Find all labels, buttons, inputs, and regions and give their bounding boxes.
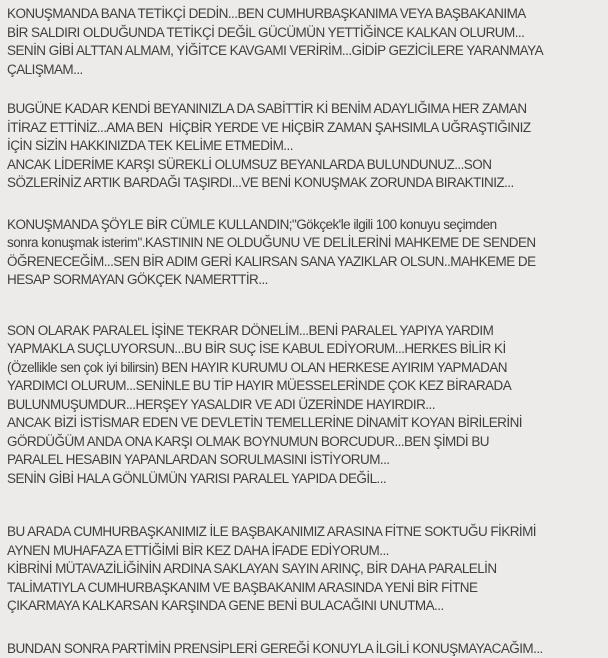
text-line: BİR SALDIRI OLDUĞUNDA TETİKÇİ DEĞİL GÜCÜMÜN YETTİĞİNCE KALKAN OLURUM... xyxy=(7,24,604,43)
paragraph-1 xyxy=(7,5,604,79)
text-line: ÇIKARMAYA KALKARSAN KARŞINDA GENE BENİ BULACAĞINI UNUTMA... xyxy=(7,597,604,616)
paragraph-6 xyxy=(7,640,604,658)
paragraph-3 xyxy=(7,216,604,290)
text-line: AYNEN MUHAFAZA ETTİĞİMİ BİR KEZ DAHA İFADE EDİYORUM... xyxy=(7,542,604,561)
text-line: SENİN GİBİ HALA GÖNLÜMÜN YARISI PARALEL YAPIDA DEĞİL... xyxy=(7,470,604,489)
text-line: PARALEL HESABIN YAPANLARDAN SORULMASINI İSTİYORUM... xyxy=(7,451,604,470)
text-line: TALİMATIYLA CUMHURBAŞKANIM VE BAŞBAKANIM ARASINDA YENİ BİR FİTNE xyxy=(7,579,604,598)
text-line: ANCAK LİDERİME KARŞI SÜREKLİ OLUMSUZ BEYANLARDA BULUNDUNUZ...SON xyxy=(7,156,604,175)
text-line: KİBRİNİ MÜTAVAZİLİĞİNİN ARDINA SAKLAYAN SAYIN ARINÇ, BİR DAHA PARALELİN xyxy=(7,560,604,579)
paragraph-2 xyxy=(7,100,604,193)
text-line: GÖRDÜĞÜM ANDA ONA KARŞI OLMAK BOYNUMUN BORCUDUR...BEN ŞİMDİ BU xyxy=(7,433,604,452)
text-line: SENİN GİBİ ALTTAN ALMAM, YİĞİTCE KAVGAMI VERİRİM...GİDİP GEZİCİLERE YARANMAYA xyxy=(7,42,604,61)
text-line: İTİRAZ ETTİNİZ...AMA BEN HİÇBİR YERDE VE HİÇBİR ZAMAN ŞAHSIMLA UĞRAŞTIĞINIZ xyxy=(7,119,604,138)
text-line: ANCAK BİZİ İSTİSMAR EDEN VE DEVLETİN TEMELLERİNE DİNAMİT KOYAN BİRİLERİNİ xyxy=(7,414,604,433)
text-line: SÖZLERİNİZ ARTIK BARDAĞI TAŞIRDI...VE BENİ KONUŞMAK ZORUNDA BIRAKTINIZ... xyxy=(7,174,604,193)
text-line: ÇALIŞMAM... xyxy=(7,61,604,80)
text-line: SON OLARAK PARALEL İŞİNE TEKRAR DÖNELİM...BENİ PARALEL YAPIYA YARDIM xyxy=(7,322,604,341)
text-line: HESAP SORMAYAN GÖKÇEK NAMERTTİR... xyxy=(7,271,604,290)
text-line: BULUNMUŞUMDUR...HERŞEY YASALDIR VE ADI ÜZERİNDE HAYIRDIR... xyxy=(7,396,604,415)
paragraph-5 xyxy=(7,523,604,616)
text-line: BUNDAN SONRA PARTİMİN PRENSİPLERİ GEREĞİ KONUYLA İLGİLİ KONUŞMAYACAĞIM... xyxy=(7,640,604,658)
text-line: BU ARADA CUMHURBAŞKANIMIZ İLE BAŞBAKANIMIZ ARASINA FİTNE SOKTUĞU FİKRİMİ xyxy=(7,523,604,542)
text-line: BUGÜNE KADAR KENDİ BEYANINIZLA DA SABİTTİR Kİ BENİM ADAYLIĞIMA HER ZAMAN xyxy=(7,100,604,119)
paragraph-4 xyxy=(7,322,604,489)
text-line: KONUŞMANDA BANA TETİKÇİ DEDİN...BEN CUMHURBAŞKANIMA VEYA BAŞBAKANIMA xyxy=(7,5,604,24)
text-line: İÇİN SİZİN HAKKINIZDA TEK KELİME ETMEDİM... xyxy=(7,137,604,156)
text-line: sonra konuşmak isterim".KASTININ NE OLDUĞUNU VE DELİLERİNİ MAHKEME DE SENDEN xyxy=(7,234,604,253)
text-line: YAPMAKLA SUÇLUYORSUN...BU BİR SUÇ İSE KABUL EDİYORUM...HERKES BİLİR Kİ xyxy=(7,340,604,359)
text-line: YARDIMCI OLURUM...SENİNLE BU TİP HAYIR MÜESSELERİNDE ÇOK KEZ BİRARADA xyxy=(7,377,604,396)
text-line: (Özellikle sen çok iyi bilirsin) BEN HAYIR KURUMU OLAN HERKESE AYIRIM YAPMADAN xyxy=(7,359,604,378)
text-line: KONUŞMANDA ŞÖYLE BİR CÜMLE KULLANDIN;"Gökçek'le ilgili 100 konuyu seçimden xyxy=(7,216,604,235)
text-line: ÖĞRENECEĞİM...SEN BİR ADIM GERİ KALIRSAN SANA YAZIKLAR OLSUN..MAHKEME DE xyxy=(7,253,604,272)
